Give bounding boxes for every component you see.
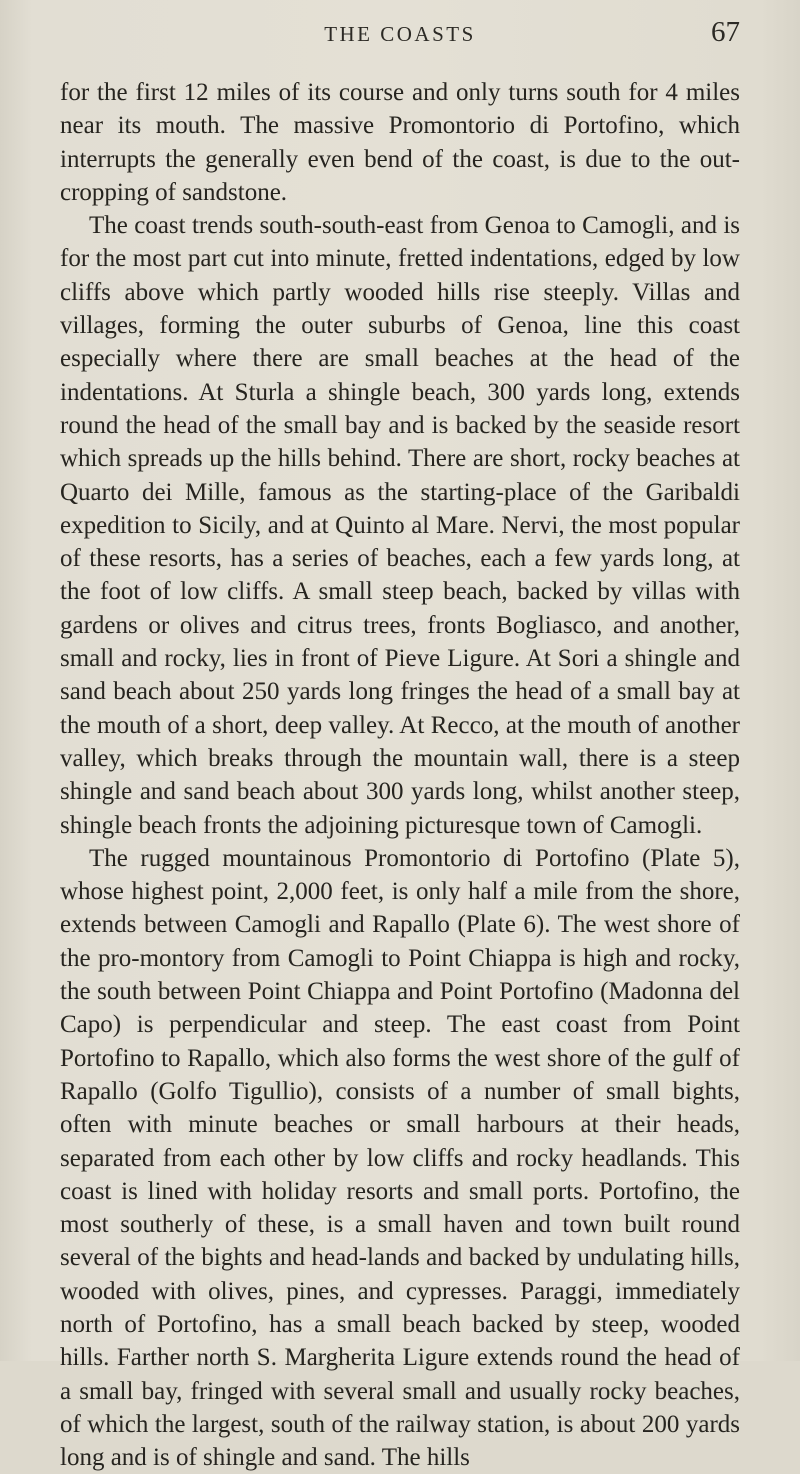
page-number: 67 [711,16,740,48]
paragraph-promontorio-portofino: The rugged mountainous Promontorio di Portofino (Plate 5), whose highest point, 2,000 feet, is only half a mile from the shore, extends between Camogli and Rapallo (Plate 6). The west shore of the pro-montory from Camogli to Point Chiappa is high and rocky, the south between Point Chiappa and Point Portofino (Madonna del Capo) is perpendicular and steep. The east coast from Point Portofino to Rapallo, which also forms the west shore of the gulf of Rapallo (Golfo Tigullio), consists of a number of small bights, often with minute beaches or small harbours at their heads, separated from each other by low cliffs and rocky headlands. This coast is lined with holiday resorts and small ports. Portofino, the most southerly of these, is a small haven and town built round several of the bights and head-lands and backed by undulating hills, wooded with olives, pines, and cypresses. Paraggi, immediately north of Portofino, has a small beach backed by steep, wooded hills. Farther north S. Margherita Ligure extends round the head of a small bay, fringed with several small and usually rocky beaches, of which the largest, south of the railway station, is about 200 yards long and is of shingle and sand. The hills [60,844,740,1472]
paragraph-continuation: for the first 12 miles of its course and only turns south for 4 miles near its mouth. The massive Promontorio di Portofino, which interrupts the generally even bend of the coast, is due to the out-cropping of sandstone. [60,79,740,206]
paragraph-coast-genoa-camogli: The coast trends south-south-east from Genoa to Camogli, and is for the most part cut into minute, fretted indentations, edged by low cliffs above which partly wooded hills rise steeply. Villas and villages, forming the outer suburbs of Genoa, line this coast especially where there are small beaches at the head of the indentations. At Sturla a shingle beach, 300 yards long, extends round the head of the small bay and is backed by the seaside resort which spreads up the hills behind. There are short, rocky beaches at Quarto dei Mille, famous as the starting-place of the Garibaldi expedition to Sicily, and at Quinto al Mare. Nervi, the most popular of these resorts, has a series of beaches, each a few yards long, at the foot of low cliffs. A small steep beach, backed by villas with gardens or olives and citrus trees, fronts Bogliasco, and another, small and rocky, lies in front of Pieve Ligure. At Sori a shingle and sand beach about 250 yards long fringes the head of a small bay at the mouth of a short, deep valley. At Recco, at the mouth of another valley, which breaks through the mountain wall, there is a steep shingle and sand beach about 300 yards long, whilst another steep, shingle beach fronts the adjoining picturesque town of Camogli. [60,212,740,839]
body-text [60,76,740,1474]
running-title: THE COASTS [324,22,476,46]
page-header [60,14,740,62]
